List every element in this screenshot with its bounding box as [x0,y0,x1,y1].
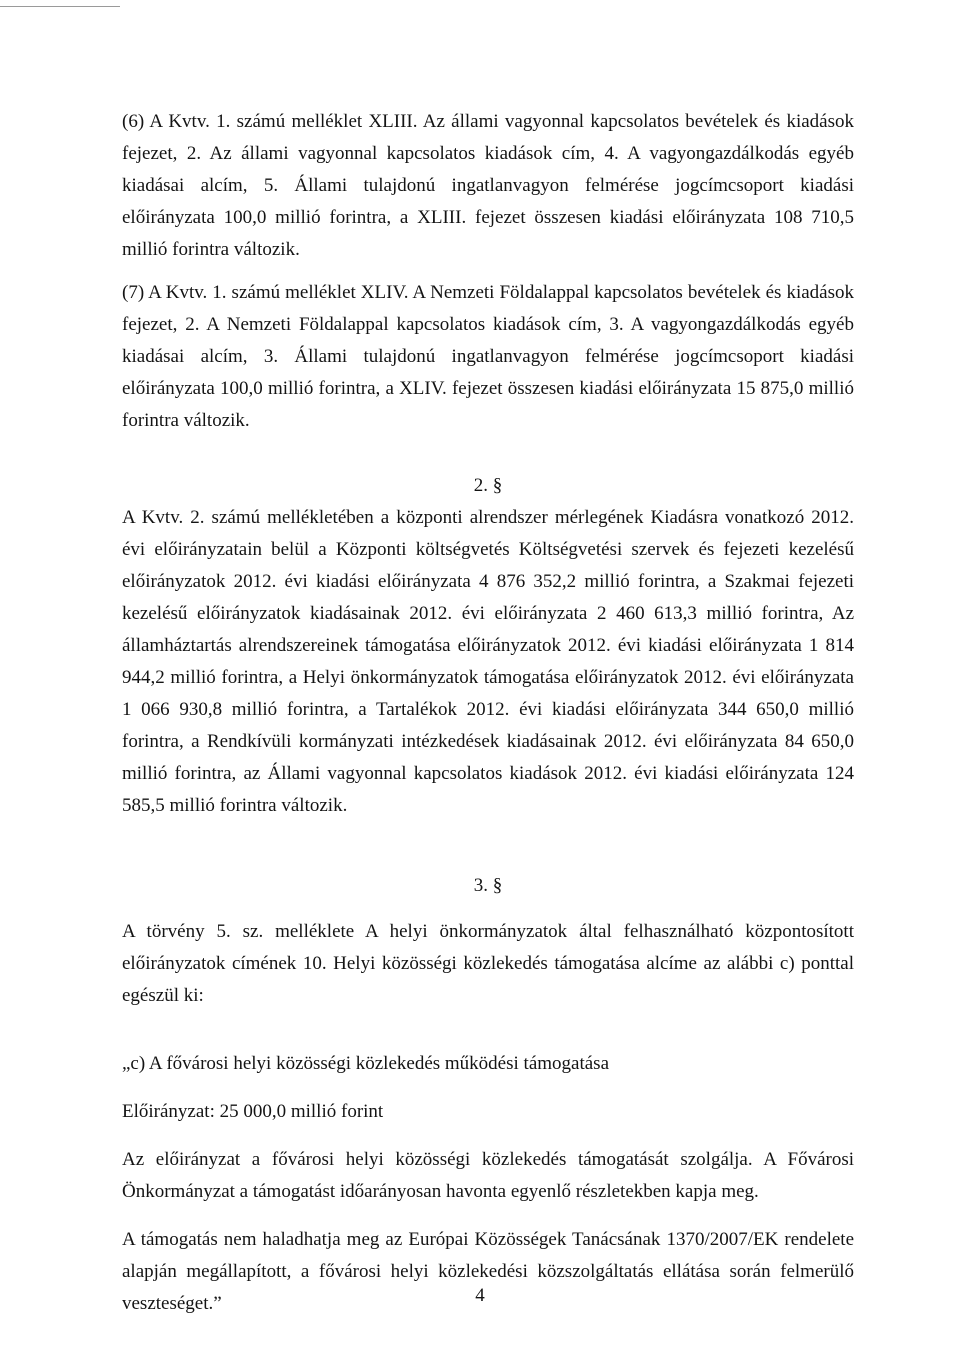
paragraph-7: (7) A Kvtv. 1. számú melléklet XLIV. A Nemzeti Földalappal kapcsolatos bevételek és kiadások fejezet, 2. A Nemzeti Földalappal kapcsolatos kiadások cím, 3. A vagyongazdálkodás egyéb kiadásai alcím, 3. Állami tulajdonú ingatlanvagyon felmérése jogcímcsoport kiadási előirányzata 100,0 millió forintra, a XLIV. fejezet összesen kiadási előirányzata 15 875,0 millió forintra változik. [122,282,854,431]
quote-heading: „c) A fővárosi helyi közösségi közlekedés működési támogatása [122,1053,610,1074]
document-page [122,106,854,1320]
section-mark-2: 2. § [473,475,503,496]
quoted-amendment [122,1048,854,1320]
purpose-paragraph: Az előirányzat a fővárosi helyi közösségi közlekedés támogatását szolgálja. A Fővárosi Önkormányzat a támogatást időarányosan havonta egyenlő részletekben kapja meg. [122,1149,854,1202]
section-mark-3: 3. § [473,875,503,896]
section-3-intro: A törvény 5. sz. melléklete A helyi önkormányzatok által felhasználható központosított előirányzatok címének 10. Helyi közösségi közlekedés támogatása alcíme az alábbi c) ponttal egészül ki: [122,921,854,1006]
section-2-text: A Kvtv. 2. számú mellékletében a központi alrendszer mérlegének Kiadásra vonatkozó 2012. évi előirányzatain belül a Központi költségvetés Költségvetési szervek és fejezeti kezelésű előirányzatok 2012. évi kiadási előirányzata 4 876 352,2 millió forintra, a Szakmai fejezeti kezelésű előirányzatok kiadásainak 2012. évi előirányzata 2 460 613,3 millió forintra, Az államháztartás alrendszereinek támogatása előirányzatok 2012. évi kiadási előirányzata 1 814 944,2 millió forintra, a Helyi önkormányzatok támogatása előirányzatok 2012. évi előirányzata 1 066 930,8 millió forintra, a Tartalékok 2012. évi kiadási előirányzata 344 650,0 millió forintra, a Rendkívüli kormányzati intézkedések kiadásainak 2012. évi előirányzata 84 650,0 millió forintra, az Állami vagyonnal kapcsolatos kiadások 2012. évi kiadási előirányzata 124 585,5 millió forintra változik. [122,507,854,816]
appropriation-line: Előirányzat: 25 000,0 millió forint [122,1101,384,1122]
paragraph-6: (6) A Kvtv. 1. számú melléklet XLIII. Az állami vagyonnal kapcsolatos bevételek és kiadások fejezet, 2. Az állami vagyonnal kapcsolatos kiadások cím, 4. A vagyongazdálkodás egyéb kiadásai alcím, 5. Állami tulajdonú ingatlanvagyon felmérése jogcímcsoport kiadási előirányzata 100,0 millió forintra, a XLIII. fejezet összesen kiadási előirányzata 108 710,5 millió forintra változik. [122,111,854,260]
page-number: 4 [475,1285,485,1306]
limit-paragraph: A támogatás nem haladhatja meg az Európai Közösségek Tanácsának 1370/2007/EK rendelete alapján megállapított, a fővárosi helyi közlekedési közszolgáltatás ellátása során felmerülő veszteséget.” [122,1229,854,1314]
scan-artifact-line [0,6,120,7]
